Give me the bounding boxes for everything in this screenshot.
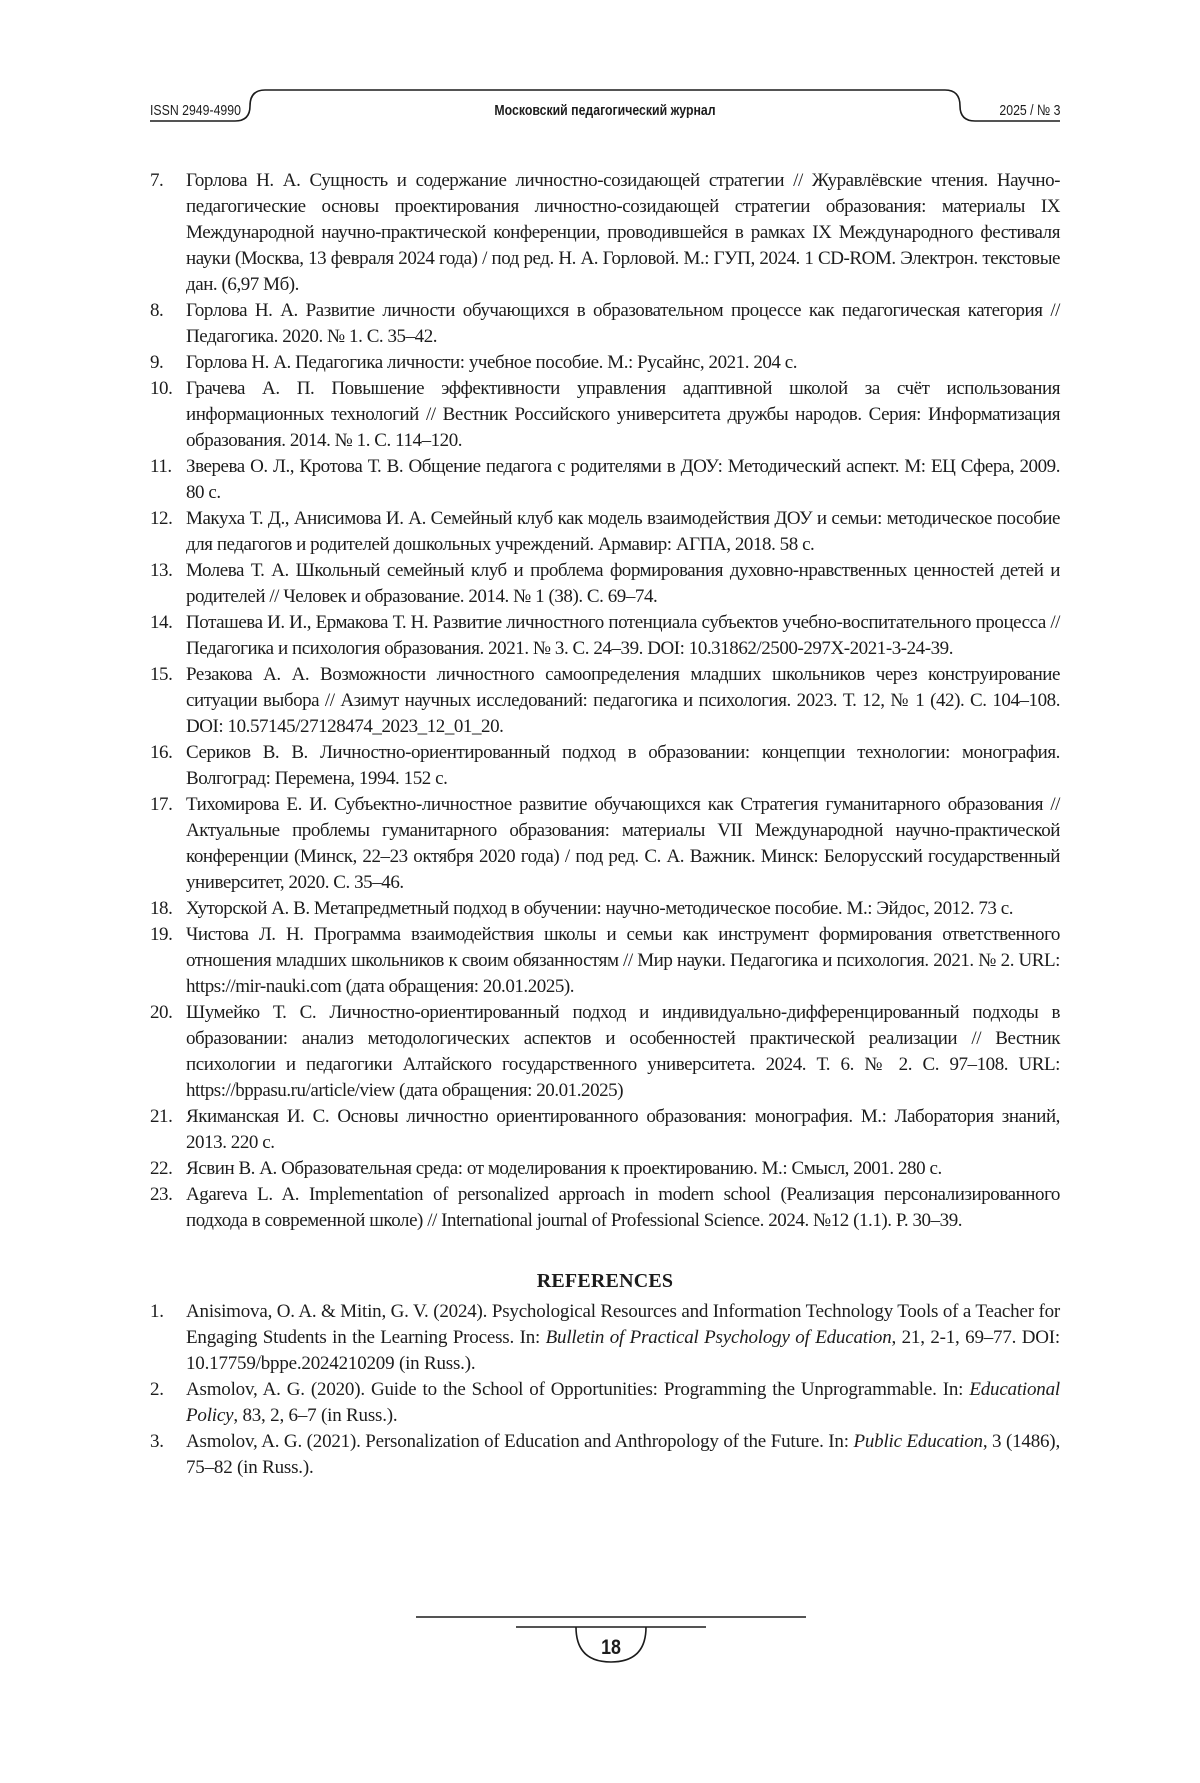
reference-item: [150, 922, 1060, 1000]
reference-number: 3.: [150, 1429, 164, 1455]
reference-item: [150, 610, 1060, 662]
reference-text: Резакова А. А. Возможности личностного самоопределения младших школьников через конструирование ситуации выбора // Азимут научных исследований: педагогика и психология. 2023. Т. 12, № 1 (42). С. 104–108. DOI: 10.57145/27128474_2023_12_01_20.: [186, 664, 1060, 737]
page-footer: [416, 1614, 806, 1684]
header-journal-title: Московский педагогический журнал: [494, 102, 715, 119]
reference-text: Сериков В. В. Личностно-ориентированный подход в образовании: концепции технологии: монография. Волгоград: Перемена, 1994. 152 с.: [186, 742, 1060, 789]
reference-item: [150, 168, 1060, 298]
reference-number: 9.: [150, 350, 163, 376]
reference-item: [150, 1182, 1060, 1234]
reference-text: , 21, 2-1, 69–77. DOI: 10.17759/bppe.2024210209 (in Russ.).: [186, 1327, 1060, 1374]
russian-reference-list: [150, 168, 1060, 1234]
english-reference-list: [150, 1299, 1060, 1481]
reference-item: [150, 558, 1060, 610]
page-number: 18: [601, 1636, 621, 1660]
header-issue: 2025 / № 3: [999, 102, 1060, 119]
reference-text: Asmolov, A. G. (2020). Guide to the School of Opportunities: Programming the Unprogrammable. In:: [186, 1379, 969, 1400]
reference-text: Зверева О. Л., Кротова Т. В. Общение педагога с родителями в ДОУ: Методический аспект. М: ЕЦ Сфера, 2009. 80 с.: [186, 456, 1060, 503]
reference-text: Шумейко Т. С. Личностно-ориентированный подход и индивидуально-дифференцированный подходы в образовании: анализ методологических аспектов и особенностей практической реализации // Вестник психологии и педагогики Алтайского государственного университета. 2024. Т. 6. № 2. С. 97–108. URL: https://bppasu.ru/article/view (дата обращения: 20.01.2025): [186, 1002, 1060, 1101]
reference-number: 20.: [150, 1000, 172, 1026]
reference-number: 12.: [150, 506, 172, 532]
reference-number: 7.: [150, 168, 163, 194]
reference-number: 8.: [150, 298, 163, 324]
reference-text: Anisimova, O. A. & Mitin, G. V. (2024). Psychological Resources and Information Technology Tools of a Teacher for Engaging Students in the Learning Process. In:: [186, 1301, 1060, 1348]
reference-text: Тихомирова Е. И. Субъектно-личностное развитие обучающихся как Стратегия гуманитарного образования // Актуальные проблемы гуманитарного образования: материалы VII Международной научно-практической конференции (Минск, 22–23 октября 2020 года) / под ред. С. А. Важник. Минск: Белорусский государственный университет, 2020. С. 35–46.: [186, 794, 1060, 893]
reference-text: Ясвин В. А. Образовательная среда: от моделирования к проектированию. М.: Смысл, 2001. 280 с.: [186, 1158, 942, 1179]
reference-item: [150, 350, 1060, 376]
reference-number: 22.: [150, 1156, 172, 1182]
reference-text: Хуторской А. В. Метапредметный подход в обучении: научно-методическое пособие. М.: Эйдос, 2012. 73 с.: [186, 898, 1013, 919]
reference-item: [150, 1299, 1060, 1377]
running-header: [150, 86, 1060, 142]
reference-number: 18.: [150, 896, 172, 922]
reference-text: Поташева И. И., Ермакова Т. Н. Развитие личностного потенциала субъектов учебно-воспитательного процесса // Педагогика и психология образования. 2021. № 3. С. 24–39. DOI: 10.31862/2500-297X-2021-3-24-39.: [186, 612, 1060, 659]
reference-item: [150, 896, 1060, 922]
reference-text: Грачева А. П. Повышение эффективности управления адаптивной школой за счёт использования информационных технологий // Вестник Российского университета дружбы народов. Серия: Информатизация образования. 2014. № 1. С. 114–120.: [186, 378, 1060, 451]
reference-text: , 83, 2, 6–7 (in Russ.).: [233, 1405, 397, 1426]
reference-item: [150, 662, 1060, 740]
reference-number: 16.: [150, 740, 172, 766]
reference-text: Горлова Н. А. Развитие личности обучающихся в образовательном процессе как педагогическая категория // Педагогика. 2020. № 1. С. 35–42.: [186, 300, 1060, 347]
reference-item: [150, 1104, 1060, 1156]
reference-source-title: Bulletin of Practical Psychology of Education: [546, 1327, 892, 1348]
reference-number: 11.: [150, 454, 172, 480]
header-issn: ISSN 2949-4990: [150, 102, 241, 119]
reference-text: , 3 (1486), 75–82 (in Russ.).: [186, 1431, 1060, 1478]
reference-item: [150, 1429, 1060, 1481]
reference-source-title: Educational Policy: [186, 1379, 1060, 1426]
reference-item: [150, 792, 1060, 896]
reference-item: [150, 1156, 1060, 1182]
reference-number: 15.: [150, 662, 172, 688]
references-heading: REFERENCES: [150, 1270, 1060, 1293]
reference-text: Чистова Л. Н. Программа взаимодействия школы и семьи как инструмент формирования ответственного отношения младших школьников к своим обязанностям // Мир науки. Педагогика и психология. 2021. № 2. URL: https://mir-nauki.com (дата обращения: 20.01.2025).: [186, 924, 1060, 997]
reference-number: 19.: [150, 922, 172, 948]
reference-text: Agareva L. A. Implementation of personalized approach in modern school (Реализация персонализированного подхода в современной школе) // International journal of Professional Science. 2024. №12 (1.1). P. 30–39.: [186, 1184, 1060, 1231]
reference-item: [150, 740, 1060, 792]
reference-item: [150, 1000, 1060, 1104]
reference-item: [150, 298, 1060, 350]
reference-number: 21.: [150, 1104, 172, 1130]
reference-number: 13.: [150, 558, 172, 584]
page-content: [150, 168, 1060, 1481]
reference-number: 14.: [150, 610, 172, 636]
reference-item: [150, 454, 1060, 506]
reference-text: Asmolov, A. G. (2021). Personalization of Education and Anthropology of the Future. In:: [186, 1431, 853, 1452]
reference-number: 2.: [150, 1377, 164, 1403]
reference-text: Горлова Н. А. Педагогика личности: учебное пособие. М.: Русайнс, 2021. 204 с.: [186, 352, 797, 373]
reference-text: Якиманская И. С. Основы личностно ориентированного образования: монография. М.: Лаборатория знаний, 2013. 220 с.: [186, 1106, 1060, 1153]
reference-text: Молева Т. А. Школьный семейный клуб и проблема формирования духовно-нравственных ценностей детей и родителей // Человек и образование. 2014. № 1 (38). С. 69–74.: [186, 560, 1060, 607]
reference-number: 17.: [150, 792, 172, 818]
reference-item: [150, 506, 1060, 558]
reference-item: [150, 376, 1060, 454]
reference-source-title: Public Education: [853, 1431, 982, 1452]
reference-number: 23.: [150, 1182, 172, 1208]
reference-text: Горлова Н. А. Сущность и содержание личностно-созидающей стратегии // Журавлёвские чтения. Научно-педагогические основы проектирования личностно-созидающей стратегии образования: материалы IX Международной научно-практической конференции, проводившейся в рамках IX Международного фестиваля науки (Москва, 13 февраля 2024 года) / под ред. Н. А. Горловой. М.: ГУП, 2024. 1 CD-ROM. Электрон. текстовые дан. (6,97 Мб).: [186, 170, 1060, 295]
reference-number: 1.: [150, 1299, 164, 1325]
reference-text: Макуха Т. Д., Анисимова И. А. Семейный клуб как модель взаимодействия ДОУ и семьи: методическое пособие для педагогов и родителей дошкольных учреждений. Армавир: АГПА, 2018. 58 с.: [186, 508, 1060, 555]
reference-number: 10.: [150, 376, 172, 402]
reference-item: [150, 1377, 1060, 1429]
